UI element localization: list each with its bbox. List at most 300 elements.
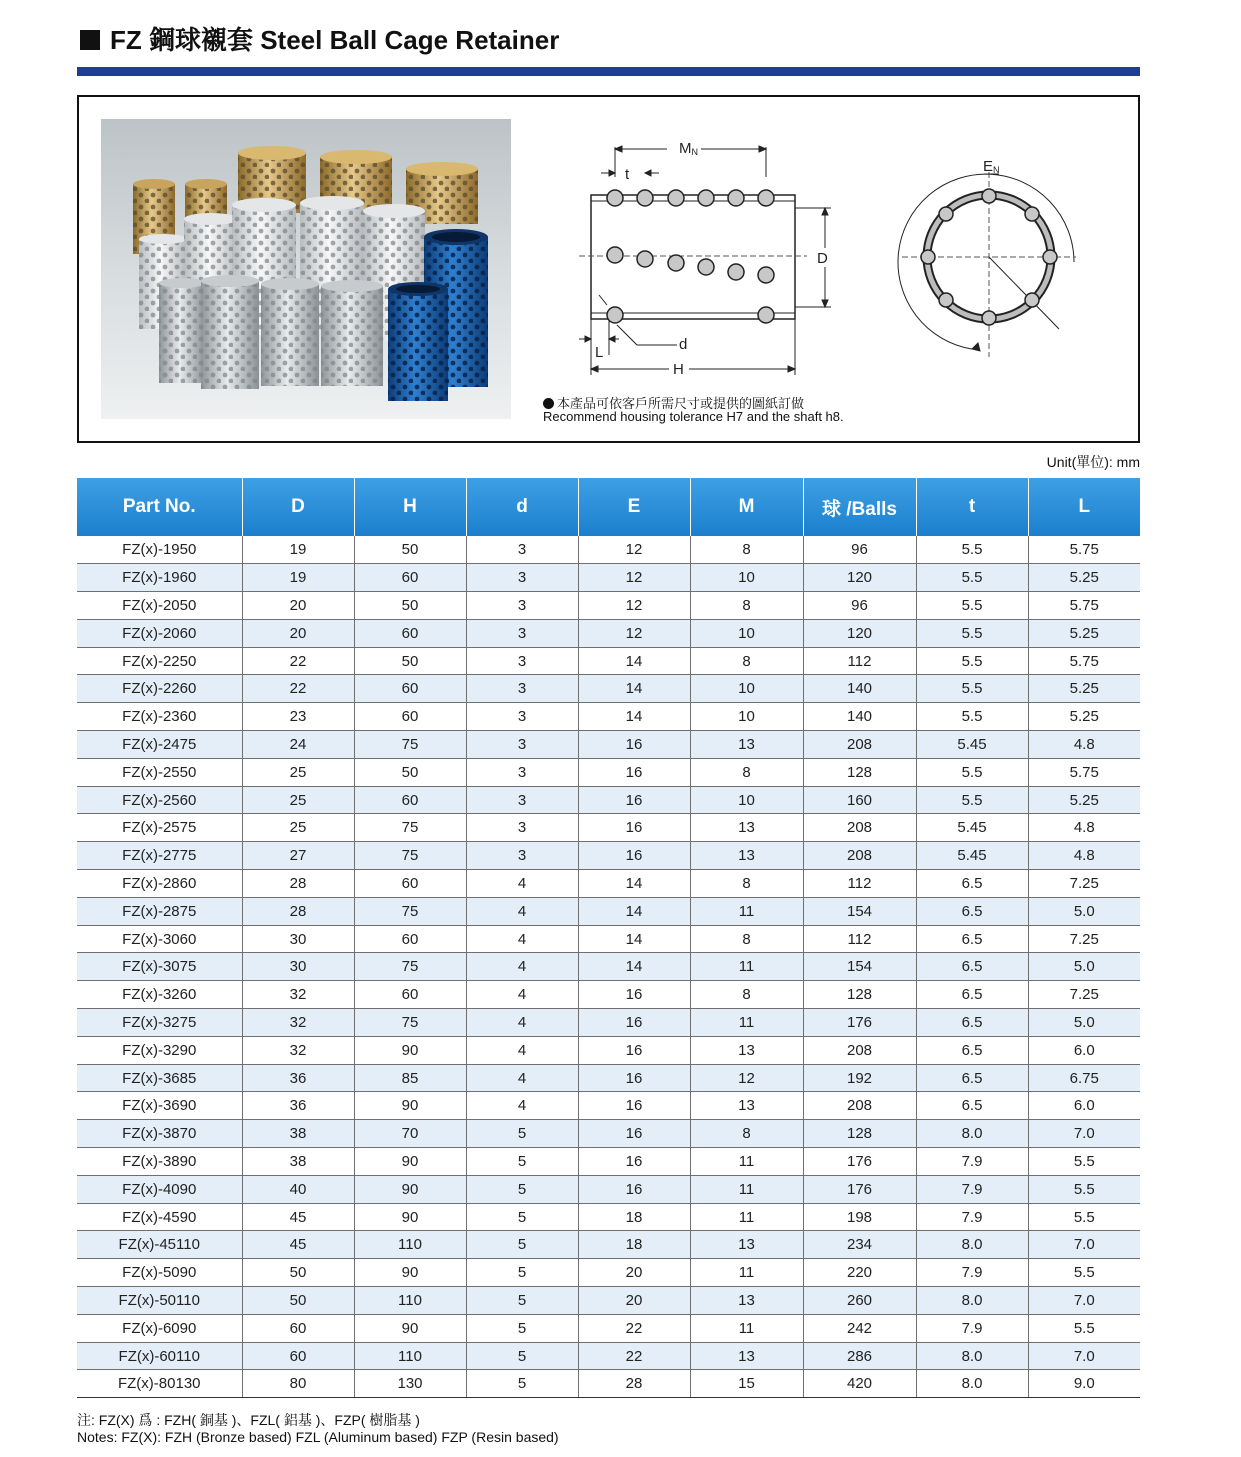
table-cell: 12 <box>578 619 690 647</box>
column-header: M <box>690 478 803 536</box>
table-row <box>77 1036 1140 1064</box>
table-cell: 420 <box>803 1370 916 1398</box>
table-cell: 5 <box>466 1287 578 1315</box>
table-cell: FZ(x)-3870 <box>77 1120 242 1148</box>
table-cell: 234 <box>803 1231 916 1259</box>
table-cell: 20 <box>578 1259 690 1287</box>
table-cell: FZ(x)-3275 <box>77 1009 242 1037</box>
column-header: D <box>242 478 354 536</box>
table-cell: 5.25 <box>1028 703 1140 731</box>
table-cell: 8 <box>690 592 803 620</box>
table-cell: 50 <box>354 536 466 564</box>
table-cell: 5 <box>466 1370 578 1398</box>
table-cell: 30 <box>242 953 354 981</box>
table-cell: 8.0 <box>916 1120 1028 1148</box>
table-row <box>77 675 1140 703</box>
table-cell: 6.75 <box>1028 1064 1140 1092</box>
column-header: Part No. <box>77 478 242 536</box>
table-cell: 192 <box>803 1064 916 1092</box>
table-cell: 12 <box>690 1064 803 1092</box>
table-cell: FZ(x)-3890 <box>77 1148 242 1176</box>
label-t: t <box>625 166 630 183</box>
table-cell: 8.0 <box>916 1231 1028 1259</box>
table-cell: 5.5 <box>1028 1259 1140 1287</box>
table-row <box>77 1148 1140 1176</box>
table-cell: 8 <box>690 1120 803 1148</box>
table-cell: 14 <box>578 897 690 925</box>
table-row <box>77 1175 1140 1203</box>
table-cell: 25 <box>242 814 354 842</box>
column-header: d <box>466 478 578 536</box>
table-row <box>77 897 1140 925</box>
table-cell: 50 <box>354 758 466 786</box>
table-cell: 13 <box>690 1342 803 1370</box>
table-cell: 8 <box>690 758 803 786</box>
table-cell: 60 <box>354 619 466 647</box>
table-cell: 96 <box>803 536 916 564</box>
table-cell: 110 <box>354 1231 466 1259</box>
table-cell: 3 <box>466 647 578 675</box>
table-cell: 7.0 <box>1028 1342 1140 1370</box>
table-cell: 7.9 <box>916 1314 1028 1342</box>
table-cell: 16 <box>578 731 690 759</box>
table-cell: 32 <box>242 1036 354 1064</box>
table-cell: FZ(x)-3260 <box>77 981 242 1009</box>
table-cell: 13 <box>690 1287 803 1315</box>
table-cell: 198 <box>803 1203 916 1231</box>
table-cell: 7.0 <box>1028 1287 1140 1315</box>
table-cell: 208 <box>803 1092 916 1120</box>
table-cell: FZ(x)-2875 <box>77 897 242 925</box>
table-cell: 90 <box>354 1148 466 1176</box>
table-cell: 4 <box>466 1009 578 1037</box>
table-cell: 4 <box>466 925 578 953</box>
label-m: MN <box>679 140 698 157</box>
table-cell: 5.5 <box>916 647 1028 675</box>
table-cell: 140 <box>803 703 916 731</box>
table-cell: 45 <box>242 1231 354 1259</box>
table-cell: 5 <box>466 1203 578 1231</box>
table-cell: 3 <box>466 564 578 592</box>
column-header: t <box>916 478 1028 536</box>
column-header: 球 /Balls <box>803 478 916 536</box>
table-cell: FZ(x)-3060 <box>77 925 242 953</box>
table-cell: 3 <box>466 536 578 564</box>
table-cell: 24 <box>242 731 354 759</box>
table-body <box>77 536 1140 1398</box>
table-cell: 7.9 <box>916 1148 1028 1176</box>
table-cell: FZ(x)-3685 <box>77 1064 242 1092</box>
table-cell: 25 <box>242 758 354 786</box>
table-row <box>77 842 1140 870</box>
table-cell: 16 <box>578 786 690 814</box>
table-cell: 3 <box>466 703 578 731</box>
page-title-text: FZ 鋼球襯套 Steel Ball Cage Retainer <box>110 25 560 55</box>
table-cell: 23 <box>242 703 354 731</box>
table-cell: 6.5 <box>916 953 1028 981</box>
table-cell: 45 <box>242 1203 354 1231</box>
table-cell: 3 <box>466 786 578 814</box>
table-cell: 5.25 <box>1028 786 1140 814</box>
table-cell: FZ(x)-2860 <box>77 870 242 898</box>
table-cell: 38 <box>242 1120 354 1148</box>
table-row <box>77 564 1140 592</box>
table-cell: FZ(x)-80130 <box>77 1370 242 1398</box>
table-cell: 90 <box>354 1314 466 1342</box>
table-cell: 14 <box>578 925 690 953</box>
table-cell: FZ(x)-50110 <box>77 1287 242 1315</box>
table-cell: 7.25 <box>1028 870 1140 898</box>
table-cell: 5.5 <box>916 536 1028 564</box>
table-cell: 22 <box>578 1314 690 1342</box>
table-cell: 16 <box>578 1148 690 1176</box>
table-row <box>77 619 1140 647</box>
table-cell: 5.45 <box>916 731 1028 759</box>
table-cell: 8.0 <box>916 1287 1028 1315</box>
label-h: H <box>673 361 684 378</box>
label-e: EN <box>983 158 1000 175</box>
table-cell: 5.5 <box>916 675 1028 703</box>
table-cell: 3 <box>466 758 578 786</box>
title-underline-bar <box>77 67 1140 76</box>
table-cell: 120 <box>803 619 916 647</box>
table-cell: FZ(x)-3075 <box>77 953 242 981</box>
table-cell: 5.5 <box>916 703 1028 731</box>
table-cell: 75 <box>354 897 466 925</box>
table-row <box>77 1259 1140 1287</box>
table-cell: FZ(x)-3290 <box>77 1036 242 1064</box>
table-cell: 9.0 <box>1028 1370 1140 1398</box>
table-cell: 5.5 <box>1028 1175 1140 1203</box>
table-cell: 16 <box>578 814 690 842</box>
table-cell: 260 <box>803 1287 916 1315</box>
table-cell: 28 <box>242 870 354 898</box>
table-cell: 5.25 <box>1028 619 1140 647</box>
table-cell: 14 <box>578 647 690 675</box>
table-cell: 5.75 <box>1028 647 1140 675</box>
table-cell: 3 <box>466 814 578 842</box>
table-cell: 6.5 <box>916 1064 1028 1092</box>
table-row <box>77 1120 1140 1148</box>
table-row <box>77 731 1140 759</box>
table-cell: 176 <box>803 1175 916 1203</box>
table-cell: 7.9 <box>916 1203 1028 1231</box>
table-row <box>77 1314 1140 1342</box>
table-cell: 10 <box>690 619 803 647</box>
table-cell: 110 <box>354 1287 466 1315</box>
table-cell: 60 <box>354 786 466 814</box>
table-cell: 154 <box>803 897 916 925</box>
table-cell: 14 <box>578 703 690 731</box>
table-cell: 75 <box>354 814 466 842</box>
table-cell: 5.5 <box>1028 1314 1140 1342</box>
table-row <box>77 870 1140 898</box>
table-cell: 14 <box>578 675 690 703</box>
table-cell: 75 <box>354 731 466 759</box>
table-row <box>77 536 1140 564</box>
table-cell: 5.0 <box>1028 953 1140 981</box>
table-cell: FZ(x)-5090 <box>77 1259 242 1287</box>
table-cell: 208 <box>803 814 916 842</box>
footnotes <box>77 1412 559 1446</box>
table-cell: 12 <box>578 564 690 592</box>
table-cell: 11 <box>690 1203 803 1231</box>
unit-label: Unit(單位): mm <box>1046 454 1140 470</box>
table-row <box>77 703 1140 731</box>
table-cell: 5.45 <box>916 842 1028 870</box>
table-cell: 16 <box>578 1036 690 1064</box>
table-cell: 16 <box>578 1120 690 1148</box>
table-cell: FZ(x)-2775 <box>77 842 242 870</box>
table-row <box>77 1064 1140 1092</box>
table-cell: 4 <box>466 981 578 1009</box>
table-cell: 7.25 <box>1028 981 1140 1009</box>
table-cell: 7.25 <box>1028 925 1140 953</box>
table-cell: 5 <box>466 1148 578 1176</box>
table-cell: 6.5 <box>916 870 1028 898</box>
table-cell: 5.5 <box>1028 1203 1140 1231</box>
table-cell: 5.25 <box>1028 675 1140 703</box>
table-cell: 6.5 <box>916 981 1028 1009</box>
table-cell: 120 <box>803 564 916 592</box>
table-cell: 28 <box>578 1370 690 1398</box>
table-cell: 27 <box>242 842 354 870</box>
table-cell: FZ(x)-60110 <box>77 1342 242 1370</box>
table-cell: 60 <box>354 703 466 731</box>
table-cell: 5.5 <box>916 786 1028 814</box>
table-cell: 208 <box>803 1036 916 1064</box>
table-row <box>77 1009 1140 1037</box>
table-cell: 20 <box>578 1287 690 1315</box>
label-d-outer: D <box>817 250 828 267</box>
table-cell: 36 <box>242 1064 354 1092</box>
table-row <box>77 1092 1140 1120</box>
table-cell: 5.5 <box>916 758 1028 786</box>
table-cell: 10 <box>690 564 803 592</box>
footnote-cn: 注: FZ(X) 爲 : FZH( 銅基 )、FZL( 鋁基 )、FZP( 樹脂基 ) <box>77 1412 420 1428</box>
table-cell: FZ(x)-6090 <box>77 1314 242 1342</box>
table-cell: 20 <box>242 592 354 620</box>
table-row <box>77 647 1140 675</box>
table-cell: 10 <box>690 786 803 814</box>
table-row <box>77 1203 1140 1231</box>
title-square-icon <box>80 30 100 50</box>
table-cell: 5.25 <box>1028 564 1140 592</box>
table-cell: 70 <box>354 1120 466 1148</box>
table-row <box>77 981 1140 1009</box>
table-cell: 60 <box>354 870 466 898</box>
table-cell: 90 <box>354 1203 466 1231</box>
table-cell: 10 <box>690 703 803 731</box>
table-cell: 3 <box>466 842 578 870</box>
table-cell: 13 <box>690 731 803 759</box>
table-cell: FZ(x)-3690 <box>77 1092 242 1120</box>
table-cell: 60 <box>242 1314 354 1342</box>
table-cell: 25 <box>242 786 354 814</box>
table-cell: 5 <box>466 1342 578 1370</box>
table-cell: 5.0 <box>1028 897 1140 925</box>
table-cell: 8.0 <box>916 1342 1028 1370</box>
table-cell: FZ(x)-2550 <box>77 758 242 786</box>
table-cell: 208 <box>803 731 916 759</box>
table-cell: 5 <box>466 1231 578 1259</box>
table-cell: 80 <box>242 1370 354 1398</box>
table-cell: 12 <box>578 592 690 620</box>
table-cell: 5 <box>466 1120 578 1148</box>
table-cell: 11 <box>690 1148 803 1176</box>
table-cell: 60 <box>242 1342 354 1370</box>
table-row <box>77 786 1140 814</box>
table-cell: 160 <box>803 786 916 814</box>
table-cell: 176 <box>803 1009 916 1037</box>
table-cell: FZ(x)-1960 <box>77 564 242 592</box>
table-cell: 28 <box>242 897 354 925</box>
table-cell: 90 <box>354 1259 466 1287</box>
table-cell: 16 <box>578 842 690 870</box>
table-cell: FZ(x)-2050 <box>77 592 242 620</box>
table-cell: 50 <box>354 647 466 675</box>
spec-table <box>77 478 1140 1398</box>
column-header: L <box>1028 478 1140 536</box>
figure-panel <box>77 95 1140 443</box>
table-cell: 60 <box>354 981 466 1009</box>
table-cell: 110 <box>354 1342 466 1370</box>
table-cell: FZ(x)-2475 <box>77 731 242 759</box>
table-cell: 11 <box>690 953 803 981</box>
table-cell: 7.0 <box>1028 1231 1140 1259</box>
table-cell: FZ(x)-45110 <box>77 1231 242 1259</box>
table-cell: 11 <box>690 1009 803 1037</box>
label-l: L <box>595 344 604 361</box>
table-row <box>77 953 1140 981</box>
table-cell: 90 <box>354 1092 466 1120</box>
column-header: H <box>354 478 466 536</box>
table-cell: 8 <box>690 870 803 898</box>
table-cell: FZ(x)-2250 <box>77 647 242 675</box>
table-cell: 60 <box>354 564 466 592</box>
table-cell: 90 <box>354 1036 466 1064</box>
table-cell: 3 <box>466 619 578 647</box>
table-cell: 4 <box>466 870 578 898</box>
table-cell: 8.0 <box>916 1370 1028 1398</box>
table-cell: 5.75 <box>1028 536 1140 564</box>
table-cell: 3 <box>466 675 578 703</box>
table-cell: 75 <box>354 1009 466 1037</box>
table-cell: 30 <box>242 925 354 953</box>
end-view-diagram <box>894 157 1084 367</box>
table-cell: 5.75 <box>1028 758 1140 786</box>
table-cell: 14 <box>578 870 690 898</box>
table-cell: 22 <box>242 647 354 675</box>
table-row <box>77 925 1140 953</box>
table-cell: 5.5 <box>916 592 1028 620</box>
table-cell: 96 <box>803 592 916 620</box>
table-cell: 5.5 <box>916 619 1028 647</box>
footnote-en: Notes: FZ(X): FZH (Bronze based) FZL (Aluminum based) FZP (Resin based) <box>77 1429 559 1445</box>
table-cell: 40 <box>242 1175 354 1203</box>
table-cell: 8 <box>690 981 803 1009</box>
table-cell: 6.5 <box>916 1009 1028 1037</box>
table-cell: 5.75 <box>1028 592 1140 620</box>
table-cell: FZ(x)-2360 <box>77 703 242 731</box>
table-cell: 7.9 <box>916 1175 1028 1203</box>
table-cell: 75 <box>354 953 466 981</box>
table-cell: 13 <box>690 814 803 842</box>
table-cell: 11 <box>690 1314 803 1342</box>
table-cell: 5.0 <box>1028 1009 1140 1037</box>
table-cell: 50 <box>242 1287 354 1315</box>
table-cell: FZ(x)-2260 <box>77 675 242 703</box>
table-cell: 5.5 <box>1028 1148 1140 1176</box>
table-cell: 208 <box>803 842 916 870</box>
table-cell: FZ(x)-4590 <box>77 1203 242 1231</box>
table-cell: 5 <box>466 1175 578 1203</box>
table-cell: 112 <box>803 925 916 953</box>
table-row <box>77 1342 1140 1370</box>
table-cell: 140 <box>803 675 916 703</box>
table-cell: 50 <box>354 592 466 620</box>
table-cell: 36 <box>242 1092 354 1120</box>
table-cell: 5.45 <box>916 814 1028 842</box>
table-cell: 18 <box>578 1203 690 1231</box>
table-cell: 50 <box>242 1259 354 1287</box>
table-cell: 13 <box>690 1036 803 1064</box>
table-cell: 11 <box>690 1175 803 1203</box>
table-cell: 286 <box>803 1342 916 1370</box>
table-cell: 90 <box>354 1175 466 1203</box>
table-cell: 3 <box>466 731 578 759</box>
table-cell: 32 <box>242 981 354 1009</box>
table-cell: 14 <box>578 953 690 981</box>
table-cell: 60 <box>354 675 466 703</box>
table-cell: 220 <box>803 1259 916 1287</box>
table-cell: 112 <box>803 647 916 675</box>
label-d-ball: d <box>679 336 688 353</box>
bullet-icon <box>543 398 554 409</box>
table-cell: 13 <box>690 842 803 870</box>
table-cell: 128 <box>803 758 916 786</box>
table-cell: 75 <box>354 842 466 870</box>
table-cell: 16 <box>578 1009 690 1037</box>
table-cell: 4 <box>466 897 578 925</box>
table-cell: 4 <box>466 953 578 981</box>
side-view-diagram <box>579 127 859 387</box>
table-cell: 154 <box>803 953 916 981</box>
table-cell: 60 <box>354 925 466 953</box>
page-title <box>80 20 559 57</box>
table-row <box>77 814 1140 842</box>
table-cell: FZ(x)-2560 <box>77 786 242 814</box>
table-cell: 12 <box>578 536 690 564</box>
table-cell: 130 <box>354 1370 466 1398</box>
table-cell: 5 <box>466 1259 578 1287</box>
table-cell: 18 <box>578 1231 690 1259</box>
table-header-row <box>77 478 1140 536</box>
table-cell: 112 <box>803 870 916 898</box>
table-cell: 20 <box>242 619 354 647</box>
table-cell: 11 <box>690 1259 803 1287</box>
table-cell: 8 <box>690 925 803 953</box>
column-header: E <box>578 478 690 536</box>
table-cell: 11 <box>690 897 803 925</box>
table-cell: 176 <box>803 1148 916 1176</box>
table-cell: 13 <box>690 1092 803 1120</box>
table-cell: 16 <box>578 1092 690 1120</box>
table-cell: FZ(x)-1950 <box>77 536 242 564</box>
table-cell: 6.5 <box>916 1092 1028 1120</box>
table-cell: 15 <box>690 1370 803 1398</box>
table-cell: 22 <box>578 1342 690 1370</box>
